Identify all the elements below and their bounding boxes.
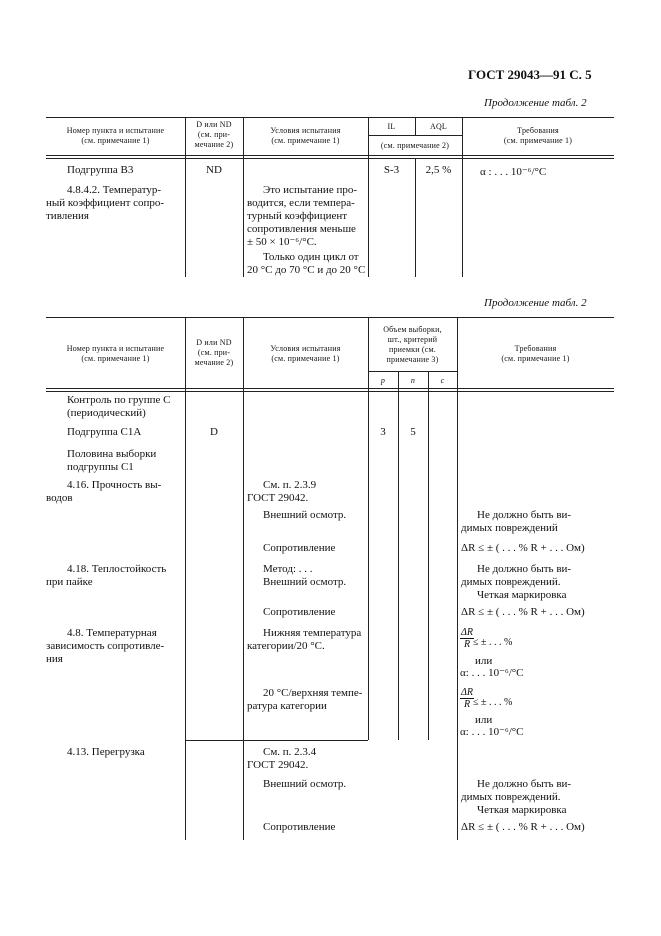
t2-dr-formula-3: ΔR ≤ ± ( . . . % R + . . . Ом) [461,821,585,833]
t1-cond2: Только один цикл от 20 °C до 70 °C и до 20 °C [247,251,366,276]
t2-no-damage-2: Не должно быть ви- димых повреждений. Четкая маркировка [461,563,572,601]
t1-header-dnd: D или ND (см. при- мечание 2) [194,120,234,149]
t2-alpha-1: α: . . . 10⁻⁶/°C [460,667,524,679]
t2-half: Половина выборки подгруппы С1 [67,448,157,473]
t1-header-aql: AQL [429,122,448,131]
t2-resistance-1: Сопротивление [263,542,336,554]
t2-dr-formula-1: ΔR ≤ ± ( . . . % R + . . . Ом) [461,542,585,554]
t1-header-conditions: Условия испытания (см. примечание 1) [270,126,341,145]
t2-no-damage-3: Не должно быть ви- димых повреждений. Четкая маркировка [461,778,572,816]
t2-418-cond: Метод: . . . Внешний осмотр. [263,563,347,588]
t1-il: S-3 [383,164,400,176]
page-code: ГОСТ 29043—91 С. 5 [468,67,592,82]
t2-resistance-2: Сопротивление [263,606,336,618]
t2-header-c: c [440,376,445,385]
t2-item-413: 4.13. Перегрузка [67,746,145,758]
t1-item: 4.8.4.2. Температур- ный коэффициент сопро- тивления [46,184,165,222]
t2-frac-tail-2: ≤ ± . . . % [473,697,513,708]
t1-header-req: Требования (см. примечание 1) [503,126,573,145]
t2-header-p: p [380,376,386,385]
t2-48-cond: Нижняя температура категории/20 °C. [247,627,362,652]
t2-416-cond: См. п. 2.3.9 ГОСТ 29042. [247,479,317,504]
t2-visual-1: Внешний осмотр. [263,509,347,521]
t2-item-418: 4.18. Теплостойкость при пайке [46,563,167,588]
t1-group: Подгруппа B3 [67,164,134,176]
t2-header-dnd: D или ND (см. при- мечание 2) [194,338,234,367]
t1-req: α : . . . 10⁻⁶/°C [480,166,547,178]
t2-frac-tail-1: ≤ ± . . . % [473,637,513,648]
t2-header-conditions: Условия испытания (см. примечание 1) [270,344,341,363]
t2-c1a: Подгруппа С1А [67,426,142,438]
t2-48-cond2: 20 °C/верхняя темпе- ратура категории [247,687,363,712]
t2-item-48: 4.8. Температурная зависимость сопротивле- ния [46,627,165,665]
t1-dnd: ND [206,164,222,176]
t2-alpha-2: α: . . . 10⁻⁶/°C [460,726,524,738]
table1-continuation: Продолжение табл. 2 [484,97,587,109]
t2-no-damage-1: Не должно быть ви- димых повреждений [461,509,572,534]
t2-c1a-n: 5 [410,426,416,438]
t1-aql: 2,5 % [425,164,452,176]
t2-visual-3: Внешний осмотр. [263,778,347,790]
t2-header-item: Номер пункта и испытание (см. примечание 1) [66,344,165,363]
t2-control-c: Контроль по группе С (периодический) [67,394,171,419]
t2-item-416: 4.16. Прочность вы- водов [46,479,162,504]
t2-c1a-p: 3 [380,426,386,438]
t1-header-il: IL [387,122,396,131]
table2-continuation: Продолжение табл. 2 [484,297,587,309]
t2-c1a-dnd: D [210,426,218,438]
t2-413-cond: См. п. 2.3.4 ГОСТ 29042. [247,746,317,771]
t2-header-n: n [410,376,416,385]
t2-fraction-1: $\frac{\Delta R}{R}$ [461,627,473,650]
t2-dr-formula-2: ΔR ≤ ± ( . . . % R + . . . Ом) [461,606,585,618]
t2-resistance-3: Сопротивление [263,821,336,833]
t2-header-sample: Объем выборки, шт., критерий приемки (см. примечание 3) [383,325,442,364]
t2-header-req: Требования (см. примечание 1) [501,344,570,363]
t2-or-2: или [475,714,493,726]
t1-header-il-note: (см. примечание 2) [380,141,450,150]
t2-fraction-2: $\frac{\Delta R}{R}$ [461,687,473,710]
t2-or-1: или [475,655,493,667]
t1-header-item: Номер пункта и испытание (см. примечание 1) [66,126,165,145]
t1-cond1: Это испытание про- водится, если темпера- турный коэффициент сопротивления меньше ± 50 × 10⁻⁶/°C. [247,184,357,248]
